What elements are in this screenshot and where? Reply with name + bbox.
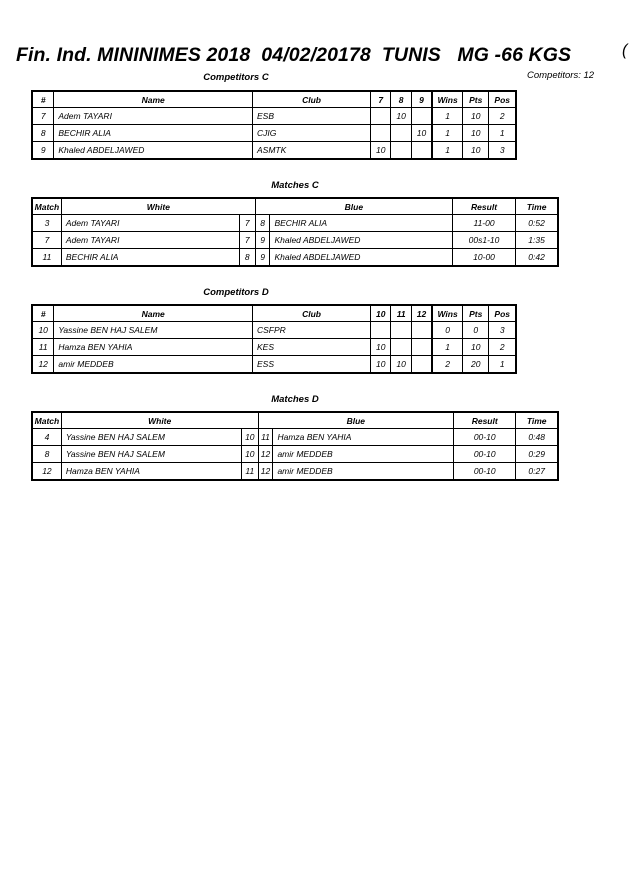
cell-blue: amir MEDDEB	[273, 463, 454, 481]
table-row	[32, 249, 558, 267]
cell-blue: Hamza BEN YAHIA	[273, 429, 454, 446]
table-row	[32, 142, 516, 160]
cell-s1: 10	[371, 142, 391, 160]
column-header: Club	[252, 91, 370, 108]
column-header: Result	[452, 198, 515, 215]
competitors-c-title: Competitors C	[203, 72, 269, 83]
cell-pos: 3	[489, 142, 516, 160]
cell-time: 0:48	[516, 429, 558, 446]
cell-s2: 10	[391, 356, 411, 374]
table-row	[32, 356, 516, 374]
cell-pos: 2	[489, 108, 516, 125]
header-row	[32, 91, 516, 108]
cell-pos: 1	[489, 125, 516, 142]
cell-num: 10	[32, 322, 54, 339]
table-row	[32, 232, 558, 249]
cell-result: 10-00	[452, 249, 515, 267]
column-header: Blue	[258, 412, 454, 429]
cell-name: Adem TAYARI	[54, 108, 253, 125]
table-row	[32, 125, 516, 142]
cell-num: 9	[32, 142, 54, 160]
cell-s3	[411, 108, 432, 125]
cell-time: 0:42	[516, 249, 558, 267]
matches-c-title: Matches C	[271, 180, 319, 191]
cell-s1: 10	[371, 356, 391, 374]
column-header: 10	[371, 305, 391, 322]
cell-blue: Khaled ABDELJAWED	[270, 232, 452, 249]
cell-s1	[371, 322, 391, 339]
column-header: Match	[32, 198, 61, 215]
column-header: Pts	[462, 305, 488, 322]
cell-match: 3	[32, 215, 61, 232]
cell-num: 8	[32, 125, 54, 142]
cell-s2	[391, 339, 411, 356]
cell-pos: 3	[489, 322, 516, 339]
cell-match: 11	[32, 249, 61, 267]
cell-s3	[411, 356, 432, 374]
cell-s2	[391, 125, 411, 142]
competitors-c-table	[31, 90, 517, 160]
cell-club: ASMTK	[252, 142, 370, 160]
cell-num: 12	[32, 356, 54, 374]
competitors-d-table	[31, 304, 517, 374]
cell-match: 12	[32, 463, 61, 481]
column-header: Club	[252, 305, 370, 322]
cell-wn: 10	[242, 429, 258, 446]
table-row	[32, 339, 516, 356]
cell-wins: 1	[432, 142, 462, 160]
cell-name: amir MEDDEB	[54, 356, 253, 374]
column-header: Blue	[255, 198, 452, 215]
cell-club: ESB	[252, 108, 370, 125]
column-header: Name	[54, 305, 253, 322]
cell-name: Khaled ABDELJAWED	[54, 142, 253, 160]
competitors-count: Competitors: 12	[527, 70, 595, 81]
column-header: 7	[371, 91, 391, 108]
cell-club: CSFPR	[252, 322, 370, 339]
cell-blue: BECHIR ALIA	[270, 215, 452, 232]
header-row	[32, 198, 558, 215]
cell-bn: 9	[255, 232, 270, 249]
cell-pts: 10	[462, 125, 488, 142]
column-header: 9	[411, 91, 432, 108]
competitors-d-title: Competitors D	[203, 287, 269, 298]
cell-white: Yassine BEN HAJ SALEM	[61, 446, 241, 463]
table-row	[32, 429, 558, 446]
cell-wins: 2	[432, 356, 462, 374]
cell-wins: 0	[432, 322, 462, 339]
cell-wn: 7	[239, 215, 255, 232]
cell-s1: 10	[371, 339, 391, 356]
column-header: Pts	[462, 91, 488, 108]
matches-d-title: Matches D	[271, 394, 319, 405]
column-header: 12	[411, 305, 432, 322]
column-header: 8	[391, 91, 411, 108]
cell-wins: 1	[432, 125, 462, 142]
cell-wn: 7	[239, 232, 255, 249]
column-header: Pos	[489, 305, 516, 322]
cell-white: BECHIR ALIA	[61, 249, 239, 267]
table-row	[32, 463, 558, 481]
cell-num: 11	[32, 339, 54, 356]
cell-result: 00-10	[454, 463, 516, 481]
table-row	[32, 215, 558, 232]
cell-white: Hamza BEN YAHIA	[61, 463, 241, 481]
column-header: Time	[516, 198, 558, 215]
page-title: Fin. Ind. MININIMES 2018 04/02/20178 TUNIS MG -66 KGS	[16, 44, 572, 66]
cell-result: 00-10	[454, 429, 516, 446]
cell-time: 1:35	[516, 232, 558, 249]
table-row	[32, 322, 516, 339]
cell-blue: Khaled ABDELJAWED	[270, 249, 452, 267]
column-header: Result	[454, 412, 516, 429]
cell-bn: 11	[258, 429, 273, 446]
cell-white: Yassine BEN HAJ SALEM	[61, 429, 241, 446]
cell-time: 0:52	[516, 215, 558, 232]
cell-s1	[371, 108, 391, 125]
cell-wn: 10	[242, 446, 258, 463]
cell-bn: 12	[258, 463, 273, 481]
cell-s3	[411, 339, 432, 356]
cell-result: 00-10	[454, 446, 516, 463]
title-paren: (	[622, 42, 628, 59]
column-header: Pos	[489, 91, 516, 108]
column-header: Match	[32, 412, 61, 429]
column-header: Time	[516, 412, 558, 429]
cell-wn: 8	[239, 249, 255, 267]
cell-bn: 9	[255, 249, 270, 267]
cell-s2	[391, 322, 411, 339]
cell-match: 8	[32, 446, 61, 463]
cell-result: 00s1-10	[452, 232, 515, 249]
cell-s2: 10	[391, 108, 411, 125]
column-header: Wins	[432, 305, 462, 322]
cell-pts: 20	[462, 356, 488, 374]
cell-pts: 10	[462, 339, 488, 356]
cell-club: ESS	[252, 356, 370, 374]
table-row	[32, 446, 558, 463]
cell-pos: 2	[489, 339, 516, 356]
cell-pos: 1	[489, 356, 516, 374]
cell-pts: 10	[462, 108, 488, 125]
cell-pts: 10	[462, 142, 488, 160]
table-row	[32, 108, 516, 125]
cell-match: 7	[32, 232, 61, 249]
cell-match: 4	[32, 429, 61, 446]
cell-name: BECHIR ALIA	[54, 125, 253, 142]
cell-s2	[391, 142, 411, 160]
cell-bn: 8	[255, 215, 270, 232]
cell-wins: 1	[432, 108, 462, 125]
cell-num: 7	[32, 108, 54, 125]
cell-blue: amir MEDDEB	[273, 446, 454, 463]
matches-c-table	[31, 197, 559, 267]
column-header: #	[32, 305, 54, 322]
cell-time: 0:27	[516, 463, 558, 481]
cell-s3	[411, 322, 432, 339]
column-header: 11	[391, 305, 411, 322]
cell-white: Adem TAYARI	[61, 232, 239, 249]
cell-s3	[411, 142, 432, 160]
cell-s1	[371, 125, 391, 142]
column-header: White	[61, 198, 255, 215]
cell-white: Adem TAYARI	[61, 215, 239, 232]
column-header: White	[61, 412, 258, 429]
cell-club: KES	[252, 339, 370, 356]
column-header: Name	[54, 91, 253, 108]
header-row	[32, 305, 516, 322]
cell-wins: 1	[432, 339, 462, 356]
matches-d-table	[31, 411, 559, 481]
cell-wn: 11	[242, 463, 258, 481]
cell-result: 11-00	[452, 215, 515, 232]
column-header: #	[32, 91, 54, 108]
cell-bn: 12	[258, 446, 273, 463]
cell-club: CJIG	[252, 125, 370, 142]
cell-s3: 10	[411, 125, 432, 142]
column-header: Wins	[432, 91, 462, 108]
cell-time: 0:29	[516, 446, 558, 463]
header-row	[32, 412, 558, 429]
cell-name: Yassine BEN HAJ SALEM	[54, 322, 253, 339]
cell-pts: 0	[462, 322, 488, 339]
cell-name: Hamza BEN YAHIA	[54, 339, 253, 356]
